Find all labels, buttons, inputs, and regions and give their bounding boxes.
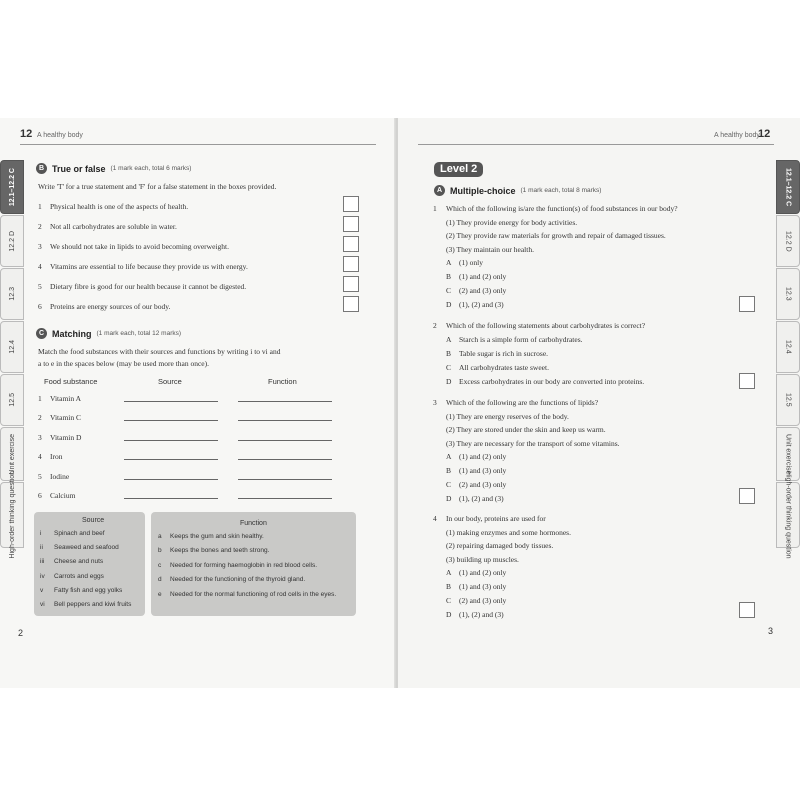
option-text: (1) and (2) only (459, 568, 507, 577)
function-box (151, 512, 356, 616)
matching-row-number: 6 (38, 491, 42, 500)
option-text: (1) and (2) only (459, 452, 507, 461)
tf-item-text: We should not take in lipids to avoid becoming overweight. (50, 242, 229, 251)
option-letter: D (446, 376, 452, 386)
section-tab[interactable] (776, 471, 800, 559)
question-statement: (1) They are energy reserves of the body. (446, 411, 569, 421)
source-item-text: Fatty fish and egg yolks (54, 586, 123, 594)
section-tab-label: 12.2 D (784, 230, 792, 252)
function-answer-line[interactable] (238, 459, 332, 460)
option-text: Starch is a simple form of carbohydrates. (459, 334, 583, 344)
column-source: Source (158, 377, 182, 386)
tf-answer-box[interactable] (343, 196, 359, 212)
option-text: (2) and (3) only (459, 480, 507, 489)
source-answer-line[interactable] (124, 459, 218, 460)
option-text: Excess carbohydrates in our body are converted into proteins. (459, 376, 645, 386)
tf-item-number: 1 (38, 202, 42, 211)
option-letter: B (446, 466, 452, 475)
right-header-title: A healthy body (714, 132, 760, 139)
source-box-heading: Source (82, 517, 105, 524)
source-item-text: Seaweed and seafood (54, 544, 119, 552)
function-item-id: d (158, 576, 162, 584)
option-letter: D (446, 610, 452, 619)
matching-row-number: 2 (38, 413, 42, 423)
section-tab-label: 12.3 (784, 287, 792, 301)
section-tab-label: 12.5 (8, 393, 16, 407)
source-answer-line[interactable] (124, 420, 218, 421)
function-item-text: Needed for the normal functioning of rod cells in the eyes. (170, 590, 337, 598)
section-c-marks: (1 mark each, total 12 marks) (96, 330, 182, 337)
answer-box[interactable] (739, 373, 755, 389)
section-tab[interactable] (776, 160, 800, 214)
matching-food-name: Vitamin D (50, 432, 82, 442)
tf-item-text: Vitamins are essential to life because they provide us with energy. (50, 262, 248, 271)
answer-box[interactable] (739, 602, 755, 618)
section-tab-label: 12.5 (784, 393, 792, 407)
section-tab-label: 12.2 D (8, 230, 16, 252)
option-letter: D (446, 300, 452, 309)
section-a-marks: (1 mark each, total 8 marks) (520, 187, 602, 194)
section-tab-label: Unit exercise (8, 433, 16, 475)
source-item-text: Bell peppers and kiwi fruits (54, 601, 132, 608)
function-item-text: Keeps the gum and skin healthy. (170, 533, 264, 540)
function-item-text: Needed for the functioning of the thyroid gland. (170, 576, 306, 584)
tf-item-number: 4 (38, 262, 42, 271)
matching-food-name: Iodine (50, 471, 70, 481)
tf-answer-box[interactable] (343, 256, 359, 272)
tf-answer-box[interactable] (343, 236, 359, 252)
function-answer-line[interactable] (238, 498, 332, 499)
matching-row-number: 3 (38, 432, 42, 442)
option-letter: B (446, 582, 452, 591)
section-c-instruction-2: a to e in the spaces below (may be used more than once). (38, 359, 209, 368)
function-item-text: Needed for forming haemoglobin in red blood cells. (170, 561, 318, 569)
source-item-text: Spinach and beef (54, 530, 105, 537)
option-text: Table sugar is rich in sucrose. (459, 348, 549, 358)
section-tab[interactable] (0, 471, 24, 559)
tf-item-number: 5 (38, 282, 42, 291)
answer-box[interactable] (739, 296, 755, 312)
question-statement: (3) building up muscles. (446, 554, 519, 564)
matching-food-name: Iron (50, 452, 63, 462)
function-item-text: Keeps the bones and teeth strong. (170, 547, 270, 555)
matching-row-number: 1 (38, 394, 42, 403)
section-c-heading (36, 328, 181, 339)
function-item-id: b (158, 547, 162, 555)
question-statement: (3) They maintain our health. (446, 244, 534, 254)
question-statement: (2) repairing damaged body tissues. (446, 541, 554, 550)
section-c-instruction-1: Match the food substances with their sources and functions by writing i to vi and (38, 347, 281, 356)
source-answer-line[interactable] (124, 498, 218, 499)
right-header-rule (418, 144, 774, 145)
question-number: 4 (433, 514, 437, 523)
tf-answer-box[interactable] (343, 216, 359, 232)
question-statement: (1) making enzymes and some hormones. (446, 527, 571, 537)
section-tab[interactable] (776, 374, 800, 426)
section-c-title: Matching (52, 328, 92, 339)
right-page-number: 3 (768, 626, 774, 636)
function-box-heading: Function (240, 520, 267, 527)
function-item-id: c (158, 561, 162, 569)
section-tab[interactable] (776, 215, 800, 267)
tf-item-text: Not all carbohydrates are soluble in water. (50, 222, 177, 231)
source-box (34, 512, 145, 616)
source-item-text: Cheese and nuts (54, 558, 104, 566)
left-header-rule (20, 144, 376, 145)
option-letter: C (446, 596, 452, 605)
question-stem: In our body, proteins are used for (446, 514, 546, 523)
tf-item-text: Physical health is one of the aspects of health. (50, 202, 189, 211)
option-letter: A (446, 452, 452, 461)
matching-food-name: Vitamin C (50, 413, 82, 423)
section-tab-label: High-order thinking question (784, 471, 792, 559)
function-answer-line[interactable] (238, 420, 332, 421)
section-tab-label: Unit exercise (784, 433, 792, 475)
answer-box[interactable] (739, 488, 755, 504)
section-tab-label: 12.4 (784, 340, 792, 354)
source-item-text: Carrots and eggs (54, 572, 104, 580)
function-answer-line[interactable] (238, 401, 332, 402)
question-number: 1 (433, 204, 437, 213)
function-item-id: a (158, 533, 162, 540)
source-answer-line[interactable] (124, 440, 218, 441)
matching-food-name: Calcium (50, 491, 76, 500)
function-answer-line[interactable] (238, 479, 332, 480)
option-letter: D (446, 494, 452, 503)
question-statement: (2) They are stored under the skin and keep us warm. (446, 425, 606, 434)
tf-item-number: 6 (38, 302, 42, 311)
section-tab[interactable] (0, 215, 24, 267)
source-answer-line[interactable] (124, 401, 218, 402)
right-page (398, 118, 800, 688)
question-number: 2 (433, 321, 437, 330)
question-statement: (2) They provide raw materials for growth and repair of damaged tissues. (446, 231, 666, 240)
source-item-id: vi (40, 601, 45, 608)
matching-row-number: 4 (38, 452, 42, 462)
tf-item-text: Proteins are energy sources of our body. (50, 302, 171, 311)
question-stem: Which of the following is/are the function(s) of food substances in our body? (446, 204, 678, 213)
question-statement: (1) They provide energy for body activities. (446, 217, 578, 227)
option-letter: C (446, 362, 452, 372)
left-header-number: 12 (20, 128, 33, 140)
option-text: (2) and (3) only (459, 596, 507, 605)
tf-item-number: 2 (38, 222, 42, 231)
tf-item-number: 3 (38, 242, 42, 251)
section-b-title: True or false (52, 163, 106, 174)
section-tab[interactable] (0, 268, 24, 320)
column-food-substance: Food substance (44, 377, 98, 386)
option-letter: A (446, 258, 452, 267)
column-function: Function (268, 377, 297, 386)
option-text: All carbohydrates taste sweet. (459, 362, 549, 372)
tf-item-text: Dietary fibre is good for our health because it cannot be digested. (50, 282, 247, 291)
section-a-badge: A (434, 185, 445, 196)
question-stem: Which of the following are the functions of lipids? (446, 398, 599, 407)
source-item-id: iv (40, 572, 45, 580)
section-a-title: Multiple-choice (450, 185, 516, 196)
matching-food-name: Vitamin A (50, 394, 82, 403)
option-text: (1) and (3) only (459, 582, 507, 591)
section-tab-label: 12.1–12.2 C (784, 167, 792, 207)
function-item-id: e (158, 590, 162, 598)
left-header-title: A healthy body (37, 132, 83, 139)
section-tab[interactable] (0, 374, 24, 426)
option-text: (1), (2) and (3) (459, 300, 504, 309)
function-answer-line[interactable] (238, 440, 332, 441)
option-text: (1) only (459, 258, 483, 267)
option-letter: B (446, 348, 452, 358)
section-c-badge: C (36, 328, 47, 339)
right-header-number: 12 (758, 128, 771, 140)
section-tab-label: 12.3 (8, 287, 16, 301)
option-letter: C (446, 286, 452, 295)
section-b-badge: B (36, 163, 47, 174)
option-text: (1) and (2) only (459, 272, 507, 281)
option-letter: B (446, 272, 452, 281)
option-letter: A (446, 334, 452, 344)
question-stem: Which of the following statements about carbohydrates is correct? (446, 321, 646, 330)
option-text: (1) and (3) only (459, 466, 507, 475)
matching-row-number: 5 (38, 471, 42, 481)
tf-answer-box[interactable] (343, 276, 359, 292)
question-statement: (3) They are necessary for the transport of some vitamins. (446, 438, 620, 448)
option-text: (1), (2) and (3) (459, 494, 504, 503)
option-text: (1), (2) and (3) (459, 610, 504, 619)
section-tab[interactable] (0, 160, 24, 214)
question-number: 3 (433, 398, 437, 407)
option-letter: A (446, 568, 452, 577)
section-b-instruction: Write 'T' for a true statement and 'F' for a false statement in the boxes provided. (38, 182, 277, 191)
source-item-id: i (40, 530, 42, 537)
section-tab-label: High-order thinking question (8, 471, 16, 559)
section-b-heading (36, 163, 191, 174)
left-page (0, 118, 396, 688)
source-answer-line[interactable] (124, 479, 218, 480)
left-page-number: 2 (18, 628, 24, 638)
section-a-heading (434, 185, 601, 196)
source-item-id: iii (40, 558, 45, 566)
section-b-marks: (1 mark each, total 6 marks) (110, 165, 192, 172)
tf-answer-box[interactable] (343, 296, 359, 312)
section-tab-label: 12.1–12.2 C (8, 167, 16, 207)
section-tab-label: 12.4 (8, 340, 16, 354)
source-item-id: v (40, 586, 44, 594)
option-letter: C (446, 480, 452, 489)
level-badge: Level 2 (434, 162, 483, 177)
source-item-id: ii (40, 544, 43, 552)
section-tab[interactable] (776, 268, 800, 320)
section-tab[interactable] (776, 321, 800, 373)
option-text: (2) and (3) only (459, 286, 507, 295)
section-tab[interactable] (0, 321, 24, 373)
